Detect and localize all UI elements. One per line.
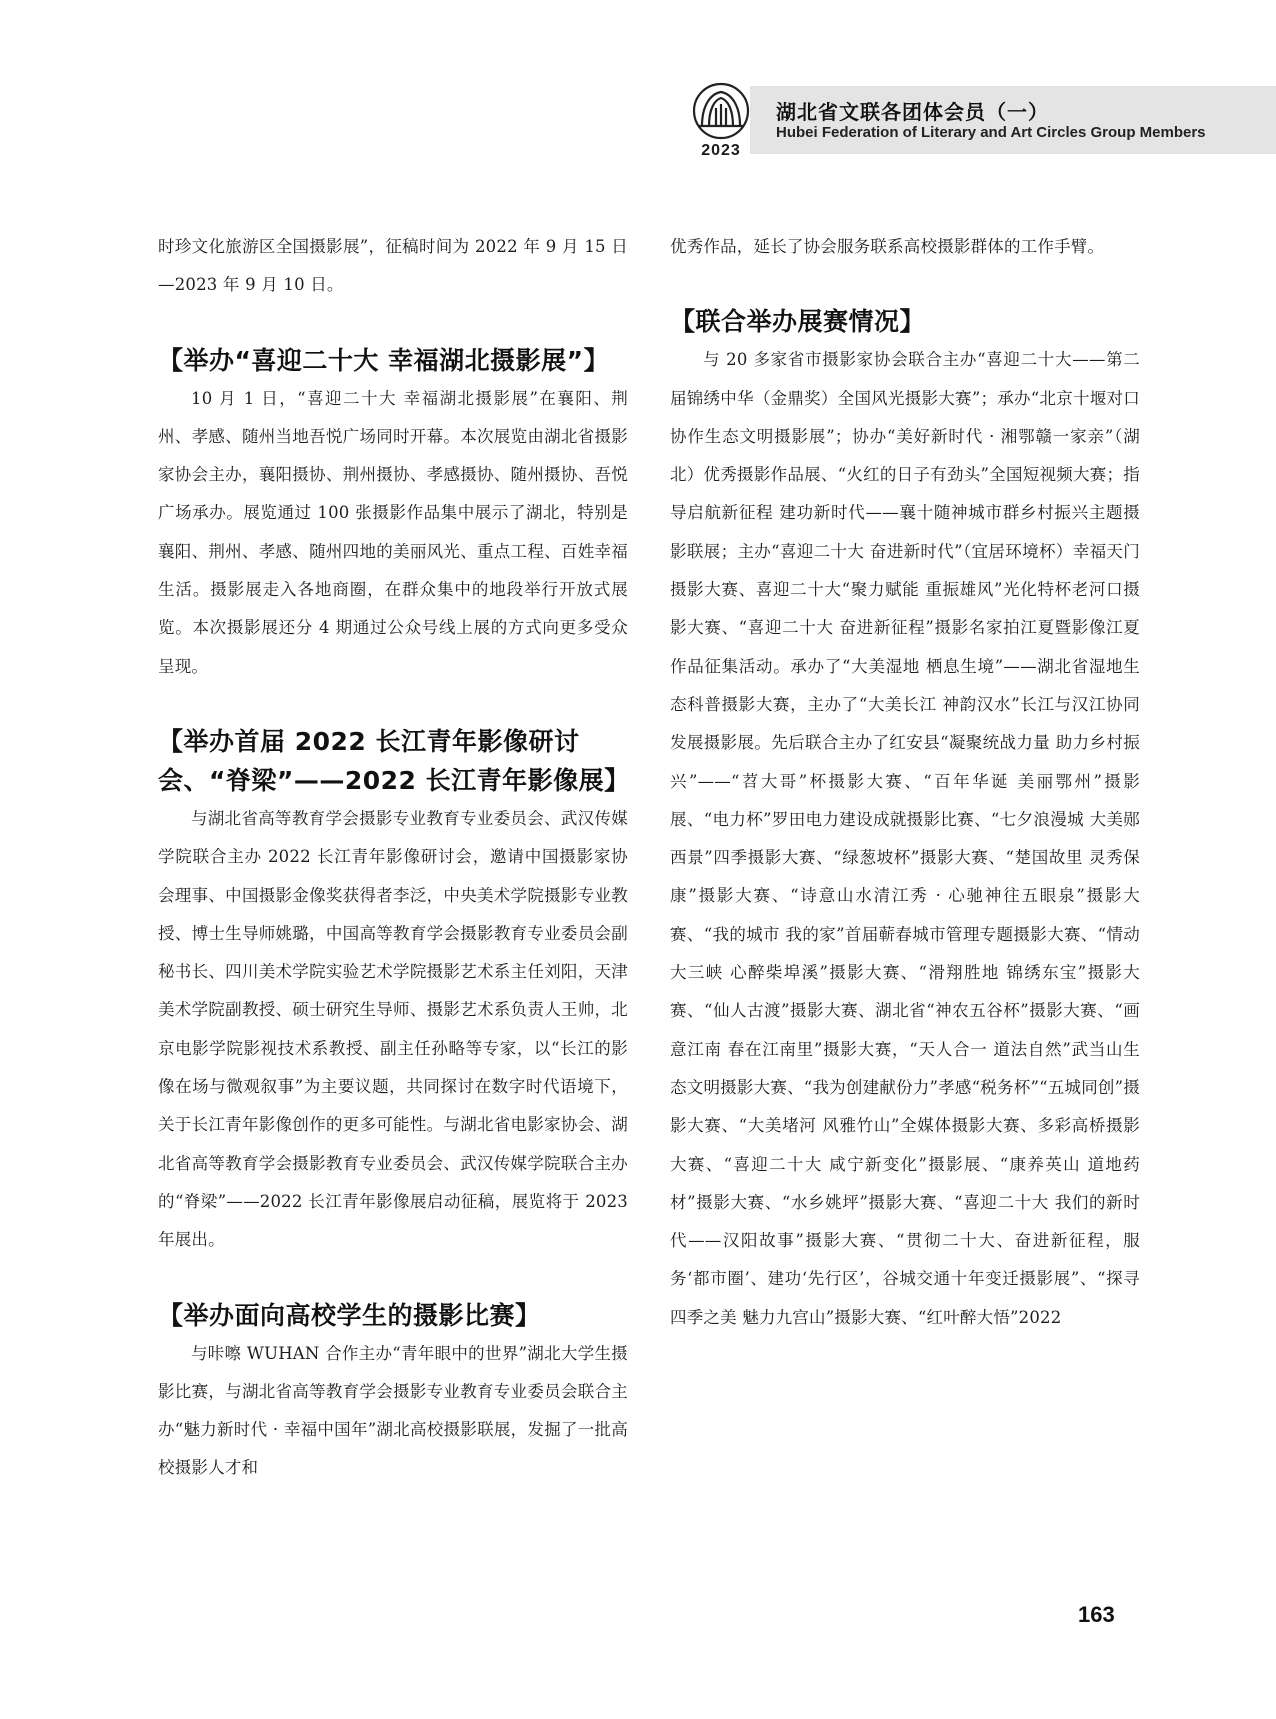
- left-intro-paragraph: 时珍文化旅游区全国摄影展”，征稿时间为 2022 年 9 月 15 日—2023 年 9 月 10 日。: [158, 237, 628, 295]
- page-header: [0, 68, 1276, 168]
- section-heading-joint-exhibitions: 【联合举办展赛情况】: [670, 307, 926, 337]
- left-column: [158, 228, 628, 1488]
- header-title-cn: 湖北省文联各团体会员（一）: [776, 100, 1049, 124]
- section-body-yangtze-youth: 与湖北省高等教育学会摄影专业教育专业委员会、武汉传媒学院联合主办 2022 长江青年影像研讨会，邀请中国摄影家协会理事、中国摄影金像奖获得者李泛，中央美术学院摄影专业教授、博士生导师姚璐，中国高等教育学会摄影教育专业委员会副秘书长、四川美术学院实验艺术学院摄影艺术系主任刘阳，天津美术学院副教授、硕士研究生导师、摄影艺术系负责人王帅，北京电影学院影视技术系教授、副主任孙略等专家，以“长江的影像在场与微观叙事”为主要议题，共同探讨在数字时代语境下，关于长江青年影像创作的更多可能性。与湖北省电影家协会、湖北省高等教育学会摄影教育专业委员会、武汉传媒学院联合主办的“脊梁”——2022 长江青年影像展启动征稿，展览将于 2023 年展出。: [158, 808, 628, 1250]
- section-heading-yangtze-youth: 【举办首届 2022 长江青年影像研讨会、“脊梁”——2022 长江青年影像展】: [158, 726, 630, 795]
- section-body-joint-exhibitions: 与 20 多家省市摄影家协会联合主办“喜迎二十大——第二届锦绣中华（金鼎奖）全国风光摄影大赛”；承办“北京十堰对口协作生态文明摄影展”；协办“美好新时代 · 湘鄂赣一家亲”（湖北）优秀摄影作品展、“火红的日子有劲头”全国短视频大赛；指导启航新征程 建功新时代——襄十随神城市群乡村振兴主题摄影联展；主办“喜迎二十大 奋进新时代”（宜居环境杯）幸福天门摄影大赛、喜迎二十大“聚力赋能 重振雄风”光化特杯老河口摄影大赛、“喜迎二十大 奋进新征程”摄影名家拍江夏暨影像江夏作品征集活动。承办了“大美湿地 栖息生境”——湖北省湿地生态科普摄影大赛，主办了“大美长江 神韵汉水”长江与汉江协同发展摄影展。先后联合主办了红安县“凝聚统战力量 助力乡村振兴”——“苕大哥”杯摄影大赛、“百年华诞 美丽鄂州”摄影展、“电力杯”罗田电力建设成就摄影比赛、“七夕浪漫城 大美郧西景”四季摄影大赛、“绿葱坡杯”摄影大赛、“楚国故里 灵秀保康”摄影大赛、“诗意山水清江秀 · 心驰神往五眼泉”摄影大赛、“我的城市 我的家”首届蕲春城市管理专题摄影大赛、“情动大三峡 心醉柴埠溪”摄影大赛、“滑翔胜地 锦绣东宝”摄影大赛、“仙人古渡”摄影大赛、湖北省“神农五谷杯”摄影大赛、“画意江南 春在江南里”摄影大赛，“天人合一 道法自然”武当山生态文明摄影大赛、“我为创建献份力”孝感“税务杯”“五城同创”摄影大赛、“大美堵河 风雅竹山”全媒体摄影大赛、多彩高桥摄影大赛、“喜迎二十大 咸宁新变化”摄影展、“康养英山 道地药材”摄影大赛、“水乡姚坪”摄影大赛、“喜迎二十大 我们的新时代——汉阳故事”摄影大赛、“贯彻二十大、奋进新征程，服务‘都市圈’、建功‘先行区’，谷城交通十年变迁摄影展”、“探寻四季之美 魅力九宫山”摄影大赛、“红叶醉大悟”2022: [670, 350, 1140, 1327]
- header-title-en: Hubei Federation of Literary and Art Circles Group Members: [776, 124, 1206, 141]
- right-column: [670, 228, 1140, 1337]
- section-body-happy-hubei: 10 月 1 日，“喜迎二十大 幸福湖北摄影展”在襄阳、荆州、孝感、随州当地吾悦广场同时开幕。本次展览由湖北省摄影家协会主办，襄阳摄协、荆州摄协、孝感摄协、随州摄协、吾悦广场承办。展览通过 100 张摄影作品集中展示了湖北，特别是襄阳、荆州、孝感、随州四地的美丽风光、重点工程、百姓幸福生活。摄影展走入各地商圈，在群众集中的地段举行开放式展览。本次摄影展还分 4 期通过公众号线上展的方式向更多受众呈现。: [158, 388, 628, 676]
- section-heading-happy-hubei: 【举办“喜迎二十大 幸福湖北摄影展”】: [158, 345, 610, 375]
- right-intro-paragraph: 优秀作品，延长了协会服务联系高校摄影群体的工作手臂。: [670, 237, 1105, 256]
- federation-logo-icon: [686, 80, 756, 142]
- page-number: 163: [1078, 1602, 1115, 1627]
- section-heading-college-contest: 【举办面向高校学生的摄影比赛】: [158, 1300, 541, 1330]
- section-body-college-contest: 与咔嚓 WUHAN 合作主办“青年眼中的世界”湖北大学生摄影比赛，与湖北省高等教育学会摄影专业教育专业委员会联合主办“魅力新时代 · 幸福中国年”湖北高校摄影联展，发掘了一批高校摄影人才和: [158, 1343, 628, 1478]
- header-year: 2023: [701, 142, 741, 159]
